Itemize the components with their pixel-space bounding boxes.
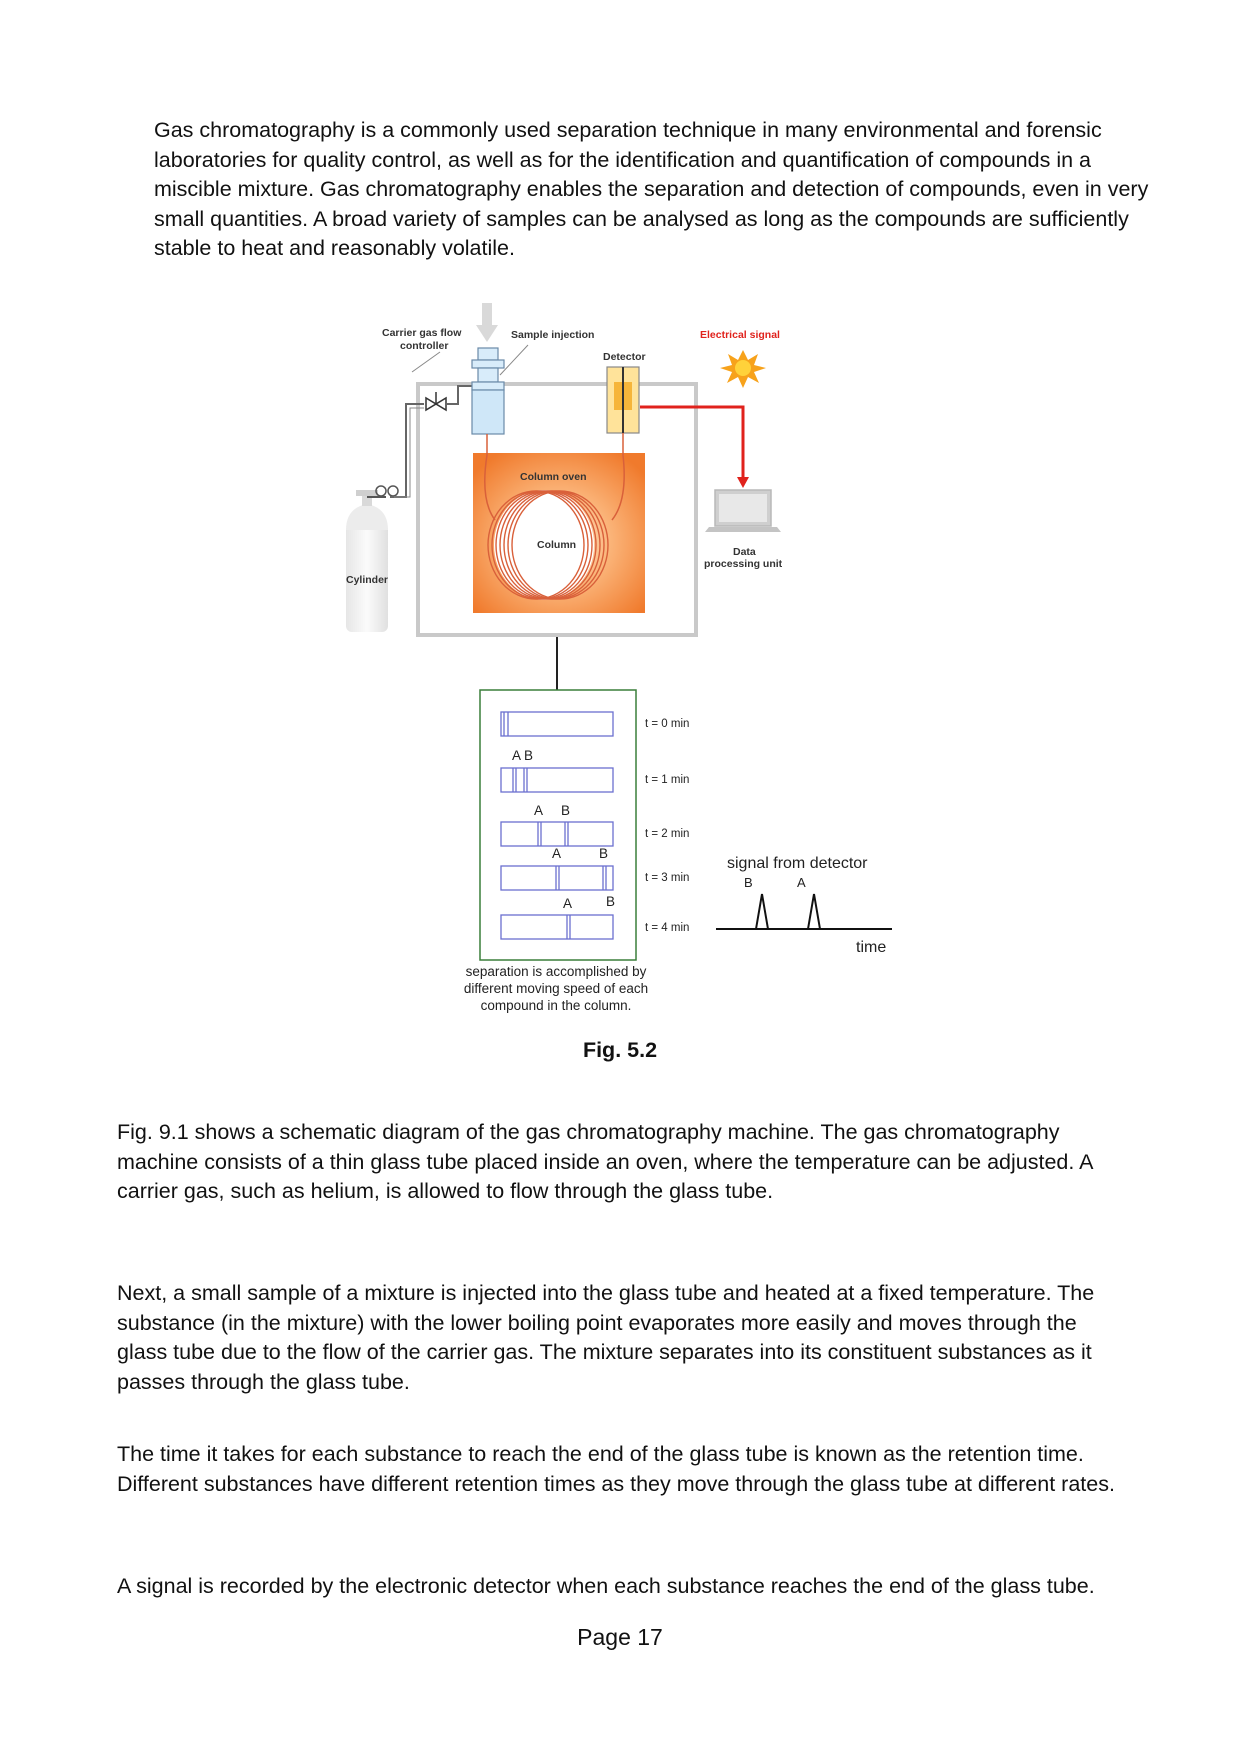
- cylinder-icon: [346, 490, 388, 632]
- sample-injection-label: Sample injection: [511, 329, 595, 341]
- compound-letters-t1: A B: [512, 748, 534, 763]
- electrical-signal-icon: [720, 350, 766, 388]
- detector-label: Detector: [603, 351, 646, 363]
- tube-t4: [501, 915, 613, 939]
- signal-wire: [640, 407, 743, 478]
- compound-b-t2: B: [561, 803, 571, 818]
- column-oven-label: Column oven: [520, 471, 587, 483]
- data-processing-laptop-icon: [705, 490, 781, 532]
- cylinder-label: Cylinder: [346, 574, 389, 586]
- column-label: Column: [537, 539, 577, 551]
- tube-t0: [501, 712, 613, 736]
- signal-peak-a: [808, 894, 820, 929]
- carrier-gas-label-line1: Carrier gas flow: [382, 327, 462, 339]
- intro-paragraph: Gas chromatography is a commonly used separation technique in many environmental and forensic laboratories for quality control, as well as for the identification and quantification of compounds in a miscible mixture. Gas chromatography enables the separation and detection of compounds, even in very small quantities. A broad variety of samples can be analysed as long as the compounds are sufficiently stable to heat and reasonably volatile.: [154, 118, 1149, 260]
- time-label-t4: t = 4 min: [645, 922, 690, 934]
- paragraph-4: A signal is recorded by the electronic detector when each substance reaches the end of the glass tube.: [117, 1574, 1095, 1598]
- compound-a-t4: A: [563, 896, 573, 911]
- time-label-t1: t = 1 min: [645, 774, 690, 786]
- figure-caption: Fig. 5.2: [582, 1038, 658, 1062]
- signal-arrowhead: [737, 477, 749, 488]
- paragraph-3: The time it takes for each substance to reach the end of the glass tube is known as the retention time. Different substances have different retention times as they move through the glass tube at different rates.: [117, 1442, 1115, 1496]
- separation-note-line2: different moving speed of each: [463, 981, 649, 996]
- time-label-t0: t = 0 min: [645, 718, 690, 730]
- flow-valve-icon: [426, 392, 446, 410]
- injector-icon: [472, 348, 504, 434]
- paragraph-1: Fig. 9.1 shows a schematic diagram of the gas chromatography machine. The gas chromatography machine consists of a thin glass tube placed inside an oven, where the temperature can be adjusted. A carrier gas, such as helium, is allowed to flow through the glass tube.: [117, 1120, 1093, 1203]
- tube-t3: [501, 866, 613, 890]
- carrier-gas-label-line2: controller: [400, 340, 449, 352]
- detector-icon: [607, 367, 639, 433]
- time-label-t3: t = 3 min: [645, 872, 690, 884]
- time-axis-label: time: [856, 939, 887, 956]
- data-processing-label-line2: processing unit: [704, 558, 783, 570]
- separation-note-line3: compound in the column.: [480, 998, 632, 1013]
- separation-note-line1: separation is accomplished by: [465, 964, 647, 979]
- injection-arrow-icon: [476, 303, 498, 342]
- data-processing-label-line1: Data: [733, 546, 756, 558]
- compound-b-t3: B: [599, 846, 609, 861]
- tube-t1: [501, 768, 613, 792]
- signal-peak-a-label: A: [797, 875, 806, 890]
- page-number: Page 17: [577, 1624, 663, 1650]
- electrical-signal-label: Electrical signal: [700, 329, 780, 341]
- paragraph-2: Next, a small sample of a mixture is injected into the glass tube and heated at a fixed temperature. The substance (in the mixture) with the lower boiling point evaporates more easily and moves through the glass tube due to the flow of the carrier gas. The mixture separates into its constituent substances as it passes through the glass tube.: [117, 1281, 1095, 1394]
- tube-t2: [501, 822, 613, 846]
- time-label-t2: t = 2 min: [645, 828, 690, 840]
- signal-label: signal from detector: [727, 855, 868, 872]
- signal-peak-b: [756, 894, 768, 929]
- compound-a-t2: A: [534, 803, 544, 818]
- compound-b-t4: B: [606, 894, 616, 909]
- signal-peak-b-label: B: [744, 875, 753, 890]
- compound-a-t3: A: [552, 846, 562, 861]
